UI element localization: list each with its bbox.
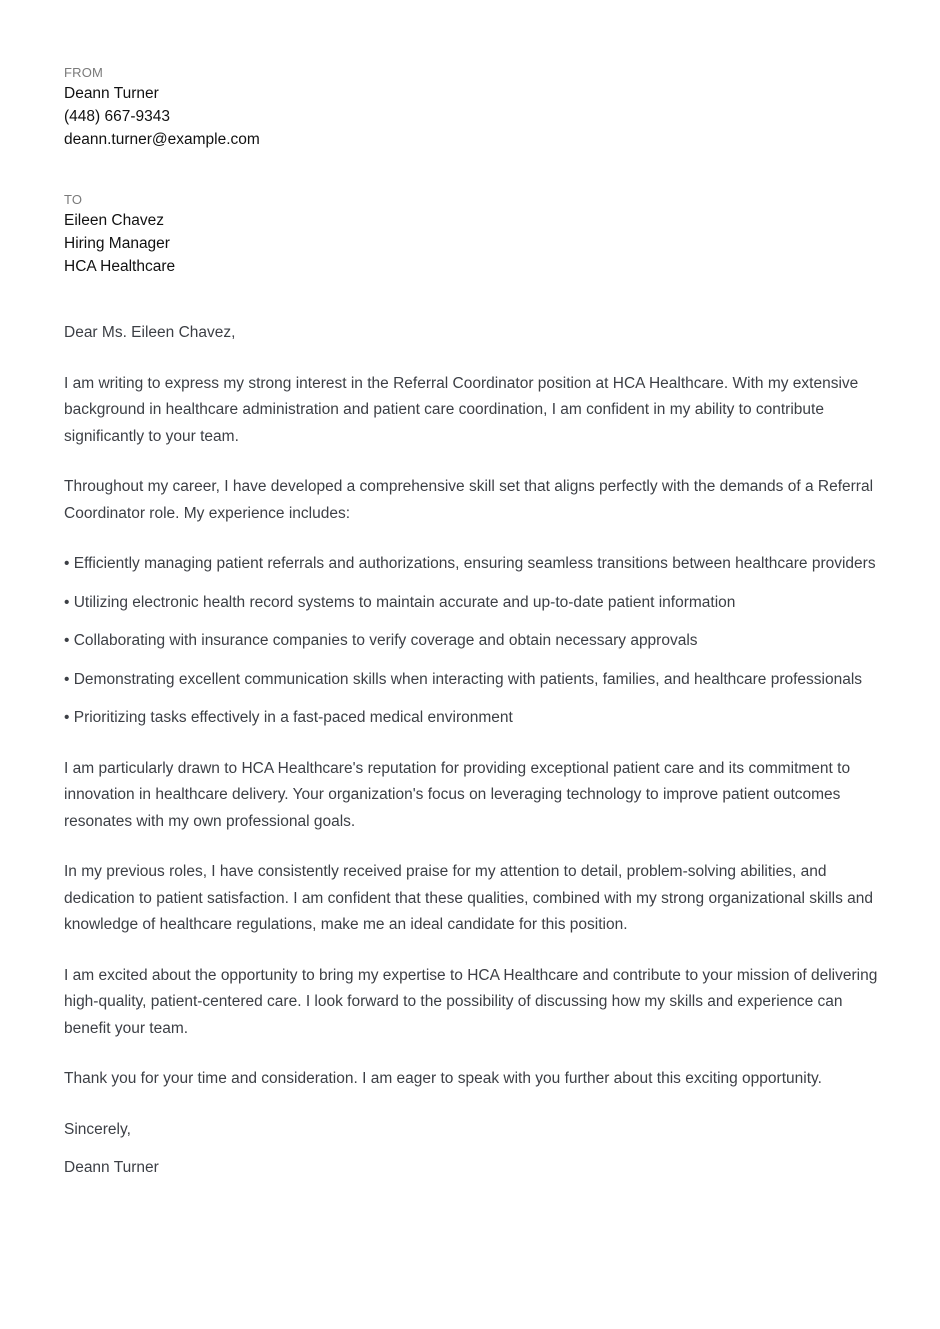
qualities-paragraph: In my previous roles, I have consistently received praise for my attention to detail, problem-solving abilities, and dedication to patient satisfaction. I am confident that these qualities, combined with my strong organizational skills and knowledge of healthcare regulations, make me an ideal candidate for this position.	[64, 863, 874, 933]
list-item: • Collaborating with insurance companies to verify coverage and obtain necessary approvals	[64, 632, 698, 649]
sender-phone: (448) 667-9343	[64, 108, 170, 125]
sender-block	[64, 64, 889, 151]
signature: Deann Turner	[64, 1159, 159, 1176]
experience-intro-paragraph: Throughout my career, I have developed a comprehensive skill set that aligns perfectly with the demands of a Referral Coordinator role. My experience includes:	[64, 478, 874, 522]
cover-letter	[64, 64, 889, 1182]
from-label: FROM	[64, 65, 104, 80]
salutation: Dear Ms. Eileen Chavez,	[64, 324, 236, 341]
recipient-title: Hiring Manager	[64, 235, 170, 252]
thanks-paragraph: Thank you for your time and consideration. I am eager to speak with you further about this exciting opportunity.	[64, 1070, 822, 1087]
recipient-company: HCA Healthcare	[64, 258, 176, 275]
sender-email: deann.turner@example.com	[64, 131, 260, 148]
list-item: • Prioritizing tasks effectively in a fast-paced medical environment	[64, 709, 513, 726]
closing: Sincerely,	[64, 1120, 131, 1138]
experience-list	[64, 551, 889, 732]
list-item: • Demonstrating excellent communication skills when interacting with patients, families, and healthcare professionals	[64, 670, 863, 688]
to-label: TO	[64, 192, 83, 207]
company-paragraph: I am particularly drawn to HCA Healthcare's reputation for providing exceptional patient care and its commitment to innovation in healthcare delivery. Your organization's focus on leveraging technology to improve patient outcomes resonates with my own professional goals.	[64, 759, 851, 830]
list-item: • Utilizing electronic health record systems to maintain accurate and up-to-date patient information	[64, 593, 736, 611]
recipient-name: Eileen Chavez	[64, 212, 164, 229]
sender-name: Deann Turner	[64, 85, 159, 102]
excited-paragraph: I am excited about the opportunity to bring my expertise to HCA Healthcare and contribute to your mission of delivering high-quality, patient-centered care. I look forward to the possibility of discussing how my skills and experience can benefit your team.	[64, 966, 878, 1037]
recipient-block	[64, 191, 889, 278]
list-item: • Efficiently managing patient referrals and authorizations, ensuring seamless transitions between healthcare providers	[64, 555, 876, 572]
intro-paragraph: I am writing to express my strong interest in the Referral Coordinator position at HCA Healthcare. With my extensive background in healthcare administration and patient care coordination, I am confident in my ability to contribute significantly to your team.	[64, 374, 859, 445]
